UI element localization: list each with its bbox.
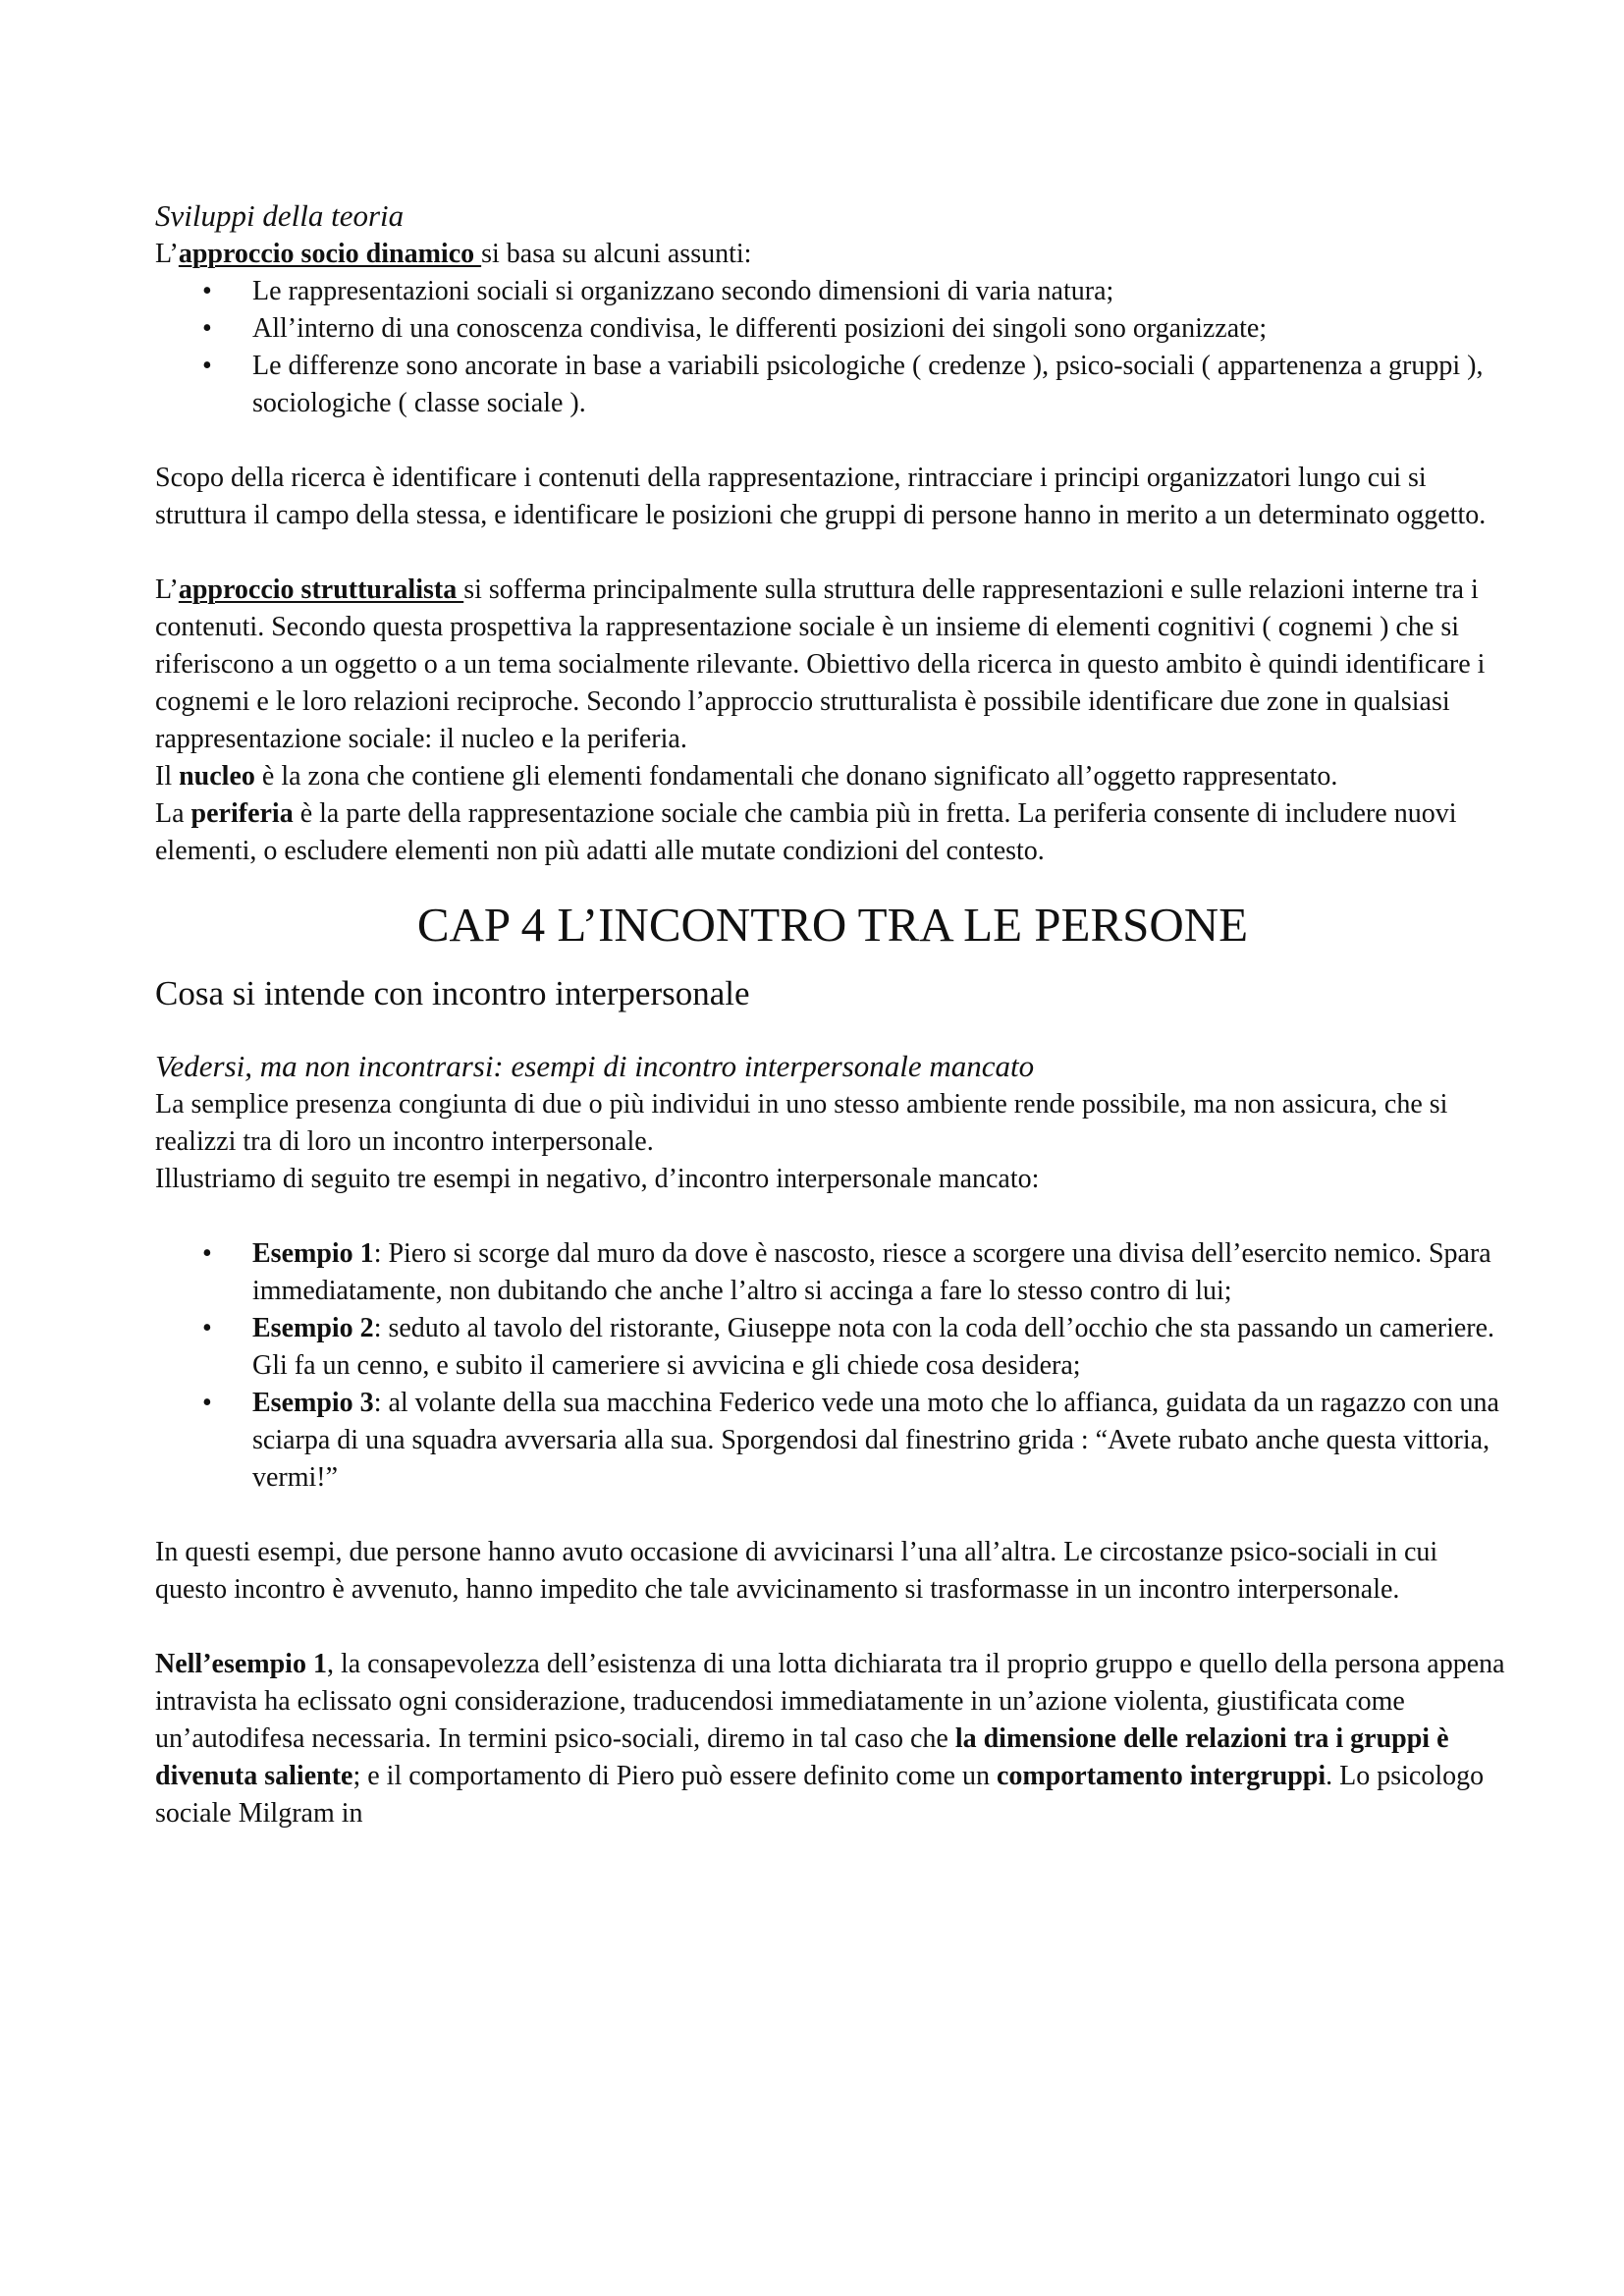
analysis-lead: Nell’esempio 1: [155, 1649, 327, 1679]
socio-bullet-list: [155, 273, 1510, 422]
socio-pre: L’: [155, 239, 179, 269]
chapter-title: CAP 4 L’INCONTRO TRA LE PERSONE: [416, 898, 1249, 952]
spacer: [155, 1609, 1510, 1646]
spacer: [155, 1497, 1510, 1534]
list-item-esempio-2: [155, 1310, 1510, 1385]
list-item-esempio-1: [155, 1235, 1510, 1310]
analysis-text-3: . Lo psicologo sociale Milgram in: [155, 1761, 1485, 1829]
socio-post: si basa su alcuni assunti:: [481, 239, 752, 269]
paragraph-strutturalista: [155, 572, 1510, 758]
term-strutturalista: approccio strutturalista: [178, 574, 464, 605]
analysis-bold-1: la dimensione delle relazioni tra i gruppi è divenuta saliente: [155, 1723, 1449, 1791]
spacer: [155, 534, 1510, 572]
example-text: : al volante della sua macchina Federico vede una moto che lo affianca, guidata da un ragazzo con una sciarpa di una squadra avversaria alla sua. Sporgendosi dal finestrino grida : “Avete rubato anche questa vittoria, vermi!”: [252, 1388, 1499, 1493]
analysis-text-2: ; e il comportamento di Piero può essere definito come un: [352, 1761, 997, 1791]
list-item: • Le rappresentazioni sociali si organizzano secondo dimensioni di varia natura;: [155, 273, 1510, 310]
example-label: Esempio 1: [252, 1238, 374, 1269]
document-page: [155, 196, 1510, 1832]
periferia-post: è la parte della rappresentazione sociale che cambia più in fretta. La periferia consente di includere nuovi elementi, o escludere elementi non più adatti alle mutate condizioni del contesto.: [155, 798, 1457, 866]
paragraph-intro1: La semplice presenza congiunta di due o più individui in uno stesso ambiente rende possibile, ma non assicura, che si realizzi tra di loro un incontro interpersonale.: [155, 1089, 1448, 1157]
list-item-esempio-3: [155, 1385, 1510, 1497]
strutt-pre: L’: [155, 574, 179, 605]
paragraph-circostanze: In questi esempi, due persone hanno avuto occasione di avvicinarsi l’una all’altra. Le circostanze psico-sociali in cui questo incontro è avvenuto, hanno impedito che tale avvicinamento si trasformasse in un incontro interpersonale.: [155, 1537, 1438, 1605]
example-label: Esempio 2: [252, 1313, 374, 1343]
subheading-vedersi: Vedersi, ma non incontrarsi: esempi di incontro interpersonale mancato: [155, 1049, 1035, 1083]
list-item: • Le differenze sono ancorate in base a variabili psicologiche ( credenze ), psico-sociali ( appartenenza a gruppi ), sociologiche ( classe sociale ).: [155, 348, 1510, 422]
term-periferia: periferia: [190, 798, 294, 829]
paragraph-analysis: [155, 1646, 1510, 1832]
spacer: [155, 422, 1510, 460]
section-title: Cosa si intende con incontro interpersonale: [155, 974, 750, 1012]
paragraph-intro2: Illustriamo di seguito tre esempi in negativo, d’incontro interpersonale mancato:: [155, 1164, 1040, 1194]
term-nucleo: nucleo: [179, 761, 255, 792]
example-text: : seduto al tavolo del ristorante, Giuseppe nota con la coda dell’occhio che sta passando un cameriere. Gli fa un cenno, e subito il cameriere si avvicina e gli chiede cosa desidera;: [252, 1313, 1495, 1381]
term-socio-dinamico: approccio socio dinamico: [178, 239, 482, 269]
example-label: Esempio 3: [252, 1388, 374, 1418]
analysis-bold-2: comportamento intergruppi: [996, 1761, 1326, 1791]
nucleo-pre: Il: [155, 761, 180, 792]
list-item: • All’interno di una conoscenza condivisa, le differenti posizioni dei singoli sono organizzate;: [155, 310, 1510, 348]
analysis-text-1: , la consapevolezza dell’esistenza di una lotta dichiarata tra il proprio gruppo e quello della persona appena intravista ha eclissato ogni considerazione, traducendosi immediatamente in un’azione violenta, giustificata come un’autodifesa necessaria. In termini psico-sociali, diremo in tal caso che: [155, 1649, 1505, 1754]
example-text: : Piero si scorge dal muro da dove è nascosto, riesce a scorgere una divisa dell’esercito nemico. Spara immediatamente, non dubitando che anche l’altro si accinga a fare lo stesso contro di lui;: [252, 1238, 1491, 1306]
examples-list: [155, 1235, 1510, 1497]
paragraph-nucleo: [155, 758, 1510, 795]
nucleo-post: è la zona che contiene gli elementi fondamentali che donano significato all’oggetto rappresentato.: [254, 761, 1338, 792]
heading-sviluppi: Sviluppi della teoria: [155, 198, 405, 233]
strutt-post: si sofferma principalmente sulla struttura delle rappresentazioni e sulle relazioni interne tra i contenuti. Secondo questa prospettiva la rappresentazione sociale è un insieme di elementi cognitivi ( cognemi ) che si riferiscono a un oggetto o a un tema socialmente rilevante. Obiettivo della ricerca in questo ambito è quindi identificare i cognemi e le loro relazioni reciproche. Secondo l’approccio strutturalista è possibile identificare due zone in qualsiasi rappresentazione sociale: il nucleo e la periferia.: [155, 574, 1486, 754]
periferia-pre: La: [155, 798, 191, 829]
socio-intro: [155, 236, 1510, 273]
spacer: [155, 1198, 1510, 1235]
paragraph-periferia: [155, 795, 1510, 870]
paragraph-scopo: Scopo della ricerca è identificare i contenuti della rappresentazione, rintracciare i principi organizzatori lungo cui si struttura il campo della stessa, e identificare le posizioni che gruppi di persone hanno in merito a un determinato oggetto.: [155, 463, 1487, 530]
